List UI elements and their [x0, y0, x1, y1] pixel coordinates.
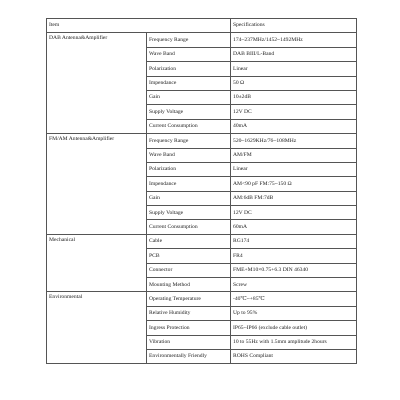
- parameter-cell: Gain: [147, 90, 231, 104]
- parameter-cell: Frequency Range: [147, 134, 231, 148]
- parameter-cell: Polarization: [147, 62, 231, 76]
- value-cell: DAB BIII/L-Band: [231, 47, 357, 61]
- parameter-cell: PCB: [147, 249, 231, 263]
- parameter-cell: Wave Band: [147, 148, 231, 162]
- value-cell: 174~237MHz/1452~1492MHz: [231, 33, 357, 47]
- specifications-table: [46, 18, 357, 364]
- table-body: [47, 33, 357, 364]
- parameter-cell: Wave Band: [147, 47, 231, 61]
- parameter-cell: Frequency Range: [147, 33, 231, 47]
- value-cell: AM<90 pF FM:75~150 Ω: [231, 177, 357, 191]
- parameter-cell: Connector: [147, 263, 231, 277]
- parameter-cell: Mounting Method: [147, 278, 231, 292]
- parameter-cell: Current Consumption: [147, 119, 231, 133]
- group-name-cell: DAB Antenna&Amplifier: [47, 33, 147, 134]
- parameter-cell: Cable: [147, 234, 231, 248]
- value-cell: RG174: [231, 234, 357, 248]
- table-row: [47, 292, 357, 306]
- value-cell: Up to 95%: [231, 306, 357, 320]
- table-row: [47, 33, 357, 47]
- parameter-cell: Relative Humidity: [147, 306, 231, 320]
- parameter-cell: Supply Voltage: [147, 105, 231, 119]
- value-cell: Linear: [231, 62, 357, 76]
- table-header-row: [47, 19, 357, 33]
- value-cell: 40mA: [231, 119, 357, 133]
- value-cell: 520~1629KHz/76~108MHz: [231, 134, 357, 148]
- parameter-cell: Gain: [147, 191, 231, 205]
- value-cell: IP65~IP66 (exclude cable outlet): [231, 321, 357, 335]
- value-cell: 60mA: [231, 220, 357, 234]
- group-name-cell: Environmental: [47, 292, 147, 364]
- value-cell: Screw: [231, 278, 357, 292]
- table-row: [47, 134, 357, 148]
- parameter-cell: Current Consumption: [147, 220, 231, 234]
- value-cell: -40℃~+85℃: [231, 292, 357, 306]
- value-cell: 12V DC: [231, 206, 357, 220]
- value-cell: AM:6dB FM:7dB: [231, 191, 357, 205]
- header-item: Item: [47, 19, 231, 33]
- value-cell: AM/FM: [231, 148, 357, 162]
- header-specifications: Specifications: [231, 19, 357, 33]
- value-cell: 10±2dB: [231, 90, 357, 104]
- table-row: [47, 234, 357, 248]
- parameter-cell: Polarization: [147, 162, 231, 176]
- parameter-cell: Environmentally Friendly: [147, 349, 231, 363]
- value-cell: FME+M10×0.75+6.3 DIN 46340: [231, 263, 357, 277]
- parameter-cell: Supply Voltage: [147, 206, 231, 220]
- group-name-cell: FM/AM Antenna&Amplifier: [47, 134, 147, 235]
- value-cell: 50 Ω: [231, 76, 357, 90]
- parameter-cell: Impendance: [147, 177, 231, 191]
- value-cell: Linear: [231, 162, 357, 176]
- value-cell: 12V DC: [231, 105, 357, 119]
- value-cell: FR4: [231, 249, 357, 263]
- value-cell: ROHS Compliant: [231, 349, 357, 363]
- parameter-cell: Ingress Protection: [147, 321, 231, 335]
- parameter-cell: Impendance: [147, 76, 231, 90]
- value-cell: 10 to 55Hz with 1.5mm amplitude 2hours: [231, 335, 357, 349]
- parameter-cell: Operating Temperature: [147, 292, 231, 306]
- group-name-cell: Mechanical: [47, 234, 147, 292]
- parameter-cell: Vibration: [147, 335, 231, 349]
